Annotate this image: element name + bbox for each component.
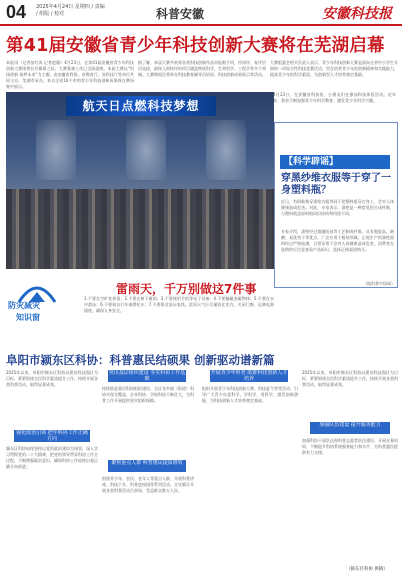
issue-date: 2025年4月24日 星期四 / 责编 / 组版 / 校对 — [36, 4, 105, 17]
second-article-headline: 阜阳市颍东区科协：科普惠民结硕果 创新驱动谱新篇 — [6, 353, 275, 367]
second-article-col4-top-text: 2025年以来，阜阳市颍东区科协以建设科技强区为目标，紧紧围绕全民科学素质提升工作，持续开展各类科普活动，取得显著成效。 — [302, 370, 398, 388]
science-column-title: 穿黑纱维衣服等于穿了一身塑料瓶？ — [281, 173, 391, 196]
main-article-col2 — [138, 60, 266, 90]
main-article-col1-text: 本报讯（记者张红涛 记者赵璇）4月23日，在第41届安徽省青少年科技创新大赛即将拉开帷幕之际，大赛筹备工作已全面就绪。本届大赛以“科技创新 筑梦未来”为主题，由安徽省科协、省教育厅、省科技厅等单位共同主办，芜湖市承办。来自全省16个市的青少年科技创新成果将在赛场集中展示。 — [6, 60, 134, 90]
section-name: 科普安徽 — [156, 7, 205, 21]
prevention-logo-line1: 防灾减灾 — [8, 301, 40, 310]
page-header — [0, 0, 402, 26]
section-heading-box — [310, 422, 390, 434]
science-column-source-text: （据科普中国网） — [363, 281, 395, 286]
section-heading-text: 加强队伍建设 提升服务能力 — [319, 422, 381, 428]
section-heading-box — [14, 430, 90, 442]
second-article-col2-bottom-text: 围绕青少年、农民、老年人等重点人群，开展科普讲座、科技下乡、科普进校园等系列活动，全年累计开展各类科普活动百余场，受益群众数万人次。 — [102, 476, 194, 494]
science-column-intro — [281, 199, 394, 227]
stage-light — [36, 120, 76, 180]
second-article-col3-text: 组织开展青少年科技创新大赛、科技夏令营等活动，引导广大青少年爱科学、学科学、用科学，激发创新潜能，为科技创新人才培养奠定基础。 — [202, 386, 298, 404]
event-banner: 航天日点燃科技梦想 — [66, 96, 216, 116]
stage-light — [126, 120, 166, 180]
photo-caption-text: 4月23日，在安徽省科技馆，小朋友们在参加科技体验活动。近年来，我省不断加强青少年科学教育，激发青少年科学兴趣。 — [273, 92, 396, 104]
thunderstorm-tips — [84, 296, 274, 330]
second-article-col1 — [6, 446, 98, 574]
newspaper-name: 安徽科技报 — [322, 6, 392, 22]
prevention-logo-line2: 知识窗 — [16, 313, 40, 322]
second-article-credit: （颍东区科协 供稿） — [346, 567, 388, 572]
section-heading-text: 强化政治引领 把牢科协工作正确方向 — [16, 430, 88, 442]
second-article-col2-top-text: 持续推进基层科协组织建设，全区各乡镇（街道）科协实现全覆盖，企业科协、学校科协不断壮大，为科普工作开展提供坚实组织保障。 — [102, 386, 194, 404]
second-article-col4 — [302, 438, 398, 564]
section-heading-text: 突出基层组织建设 夯实科协工作基础 — [108, 370, 186, 382]
second-article-col1-text: 颍东区科协始终坚持以党的政治建设为统领，深入学习贯彻党的二十大精神，把党的领导贯穿科协工作全过程，不断增强政治意识，确保科协工作始终沿着正确方向前进。 — [6, 446, 98, 470]
page-number: 04 — [6, 2, 27, 22]
second-article-col4-text: 加强科协干部队伍和科普志愿者队伍建设，开展业务培训，不断提升科协系统服务能力和水平，为科普惠民提供有力支撑。 — [302, 438, 398, 456]
second-article-intro — [6, 370, 98, 430]
second-article-intro-text: 2025年以来，阜阳市颍东区科协以建设科技强区为目标，紧紧围绕全民科学素质提升工作，持续开展各类科普活动，取得显著成效。 — [6, 370, 98, 388]
section-heading-box — [210, 370, 288, 382]
main-article-col1 — [6, 60, 134, 90]
second-article-col2-bottom — [102, 476, 194, 574]
section-heading-box — [108, 460, 186, 472]
thunderstorm-tips-text: 1.不要在空旷处停留；2.不要在树下避雨；3.不要使用手机等电子设备；4.不要触碰金属物体；5.不要在水中游泳；6.不要骑自行车或摩托车；7.不要靠近高压电线。雷雨天气应尽量留在室内，关闭门窗，远离电源插座，确保人身安全。 — [84, 296, 274, 314]
science-rumor-tag: 【科学辟谣】 — [280, 155, 390, 169]
main-headline: 第41届安徽省青少年科技创新大赛将在芜湖启幕 — [6, 36, 385, 56]
main-article-col2-text: 据了解，本届大赛共收到各类科技创新作品申报数千项，经初评、复评层层选拔，最终入围终评的项目涵盖物质科学、生命科学、工程学等多个领域。大赛期间还将举办科技教育辅导员培训、科技创新成果展示等活动。 — [138, 60, 266, 78]
thunderstorm-headline: 雷雨天，千万别做这7件事 — [116, 282, 257, 296]
audience-crowd — [6, 189, 274, 269]
second-article-col2-top — [102, 386, 194, 458]
science-column-intro-text: 近日，有网帖称穿涤纶衣服等同于把塑料瓶穿在身上，会对人体健康造成危害。对此，专家表示，涤纶是一种常见的合成纤维，与塑料瓶虽原料相同但结构和用途不同。 — [281, 199, 394, 217]
section-heading-text: 聚焦重点人群 科普惠民提质增效 — [111, 460, 183, 466]
second-article-col4-top — [302, 370, 398, 420]
second-article-col3 — [202, 386, 298, 574]
science-column-source — [345, 281, 395, 288]
section-heading-box — [108, 370, 186, 382]
stage-light — [206, 120, 246, 180]
section-heading-text: 开展青少年科普 助推科技创新人才培养 — [210, 370, 288, 382]
photo-caption — [273, 92, 396, 122]
science-column-body-text: 专家介绍，涤纶经过熔融纺丝等工艺制成纤维，具有强度高、耐磨、易洗快干等优点，广泛应用于服装领域。正规生产的涤纶面料经过严格检测，日常穿着不会对人体健康造成危害。消费者在选购时应注意查看产品标识，选择正规渠道购买。 — [281, 229, 394, 253]
science-column-body — [281, 229, 394, 281]
main-photo — [6, 92, 274, 269]
main-article-col3-text: 大赛组委会相关负责人表示，青少年科技创新大赛是面向全省中小学生开展的一项综合性科技竞赛活动，旨在培养青少年的创新精神和实践能力，提高青少年的科学素质，为创新型人才培养奠定基础。 — [270, 60, 398, 78]
prevention-logo — [6, 280, 76, 330]
main-article-col3 — [270, 60, 398, 90]
